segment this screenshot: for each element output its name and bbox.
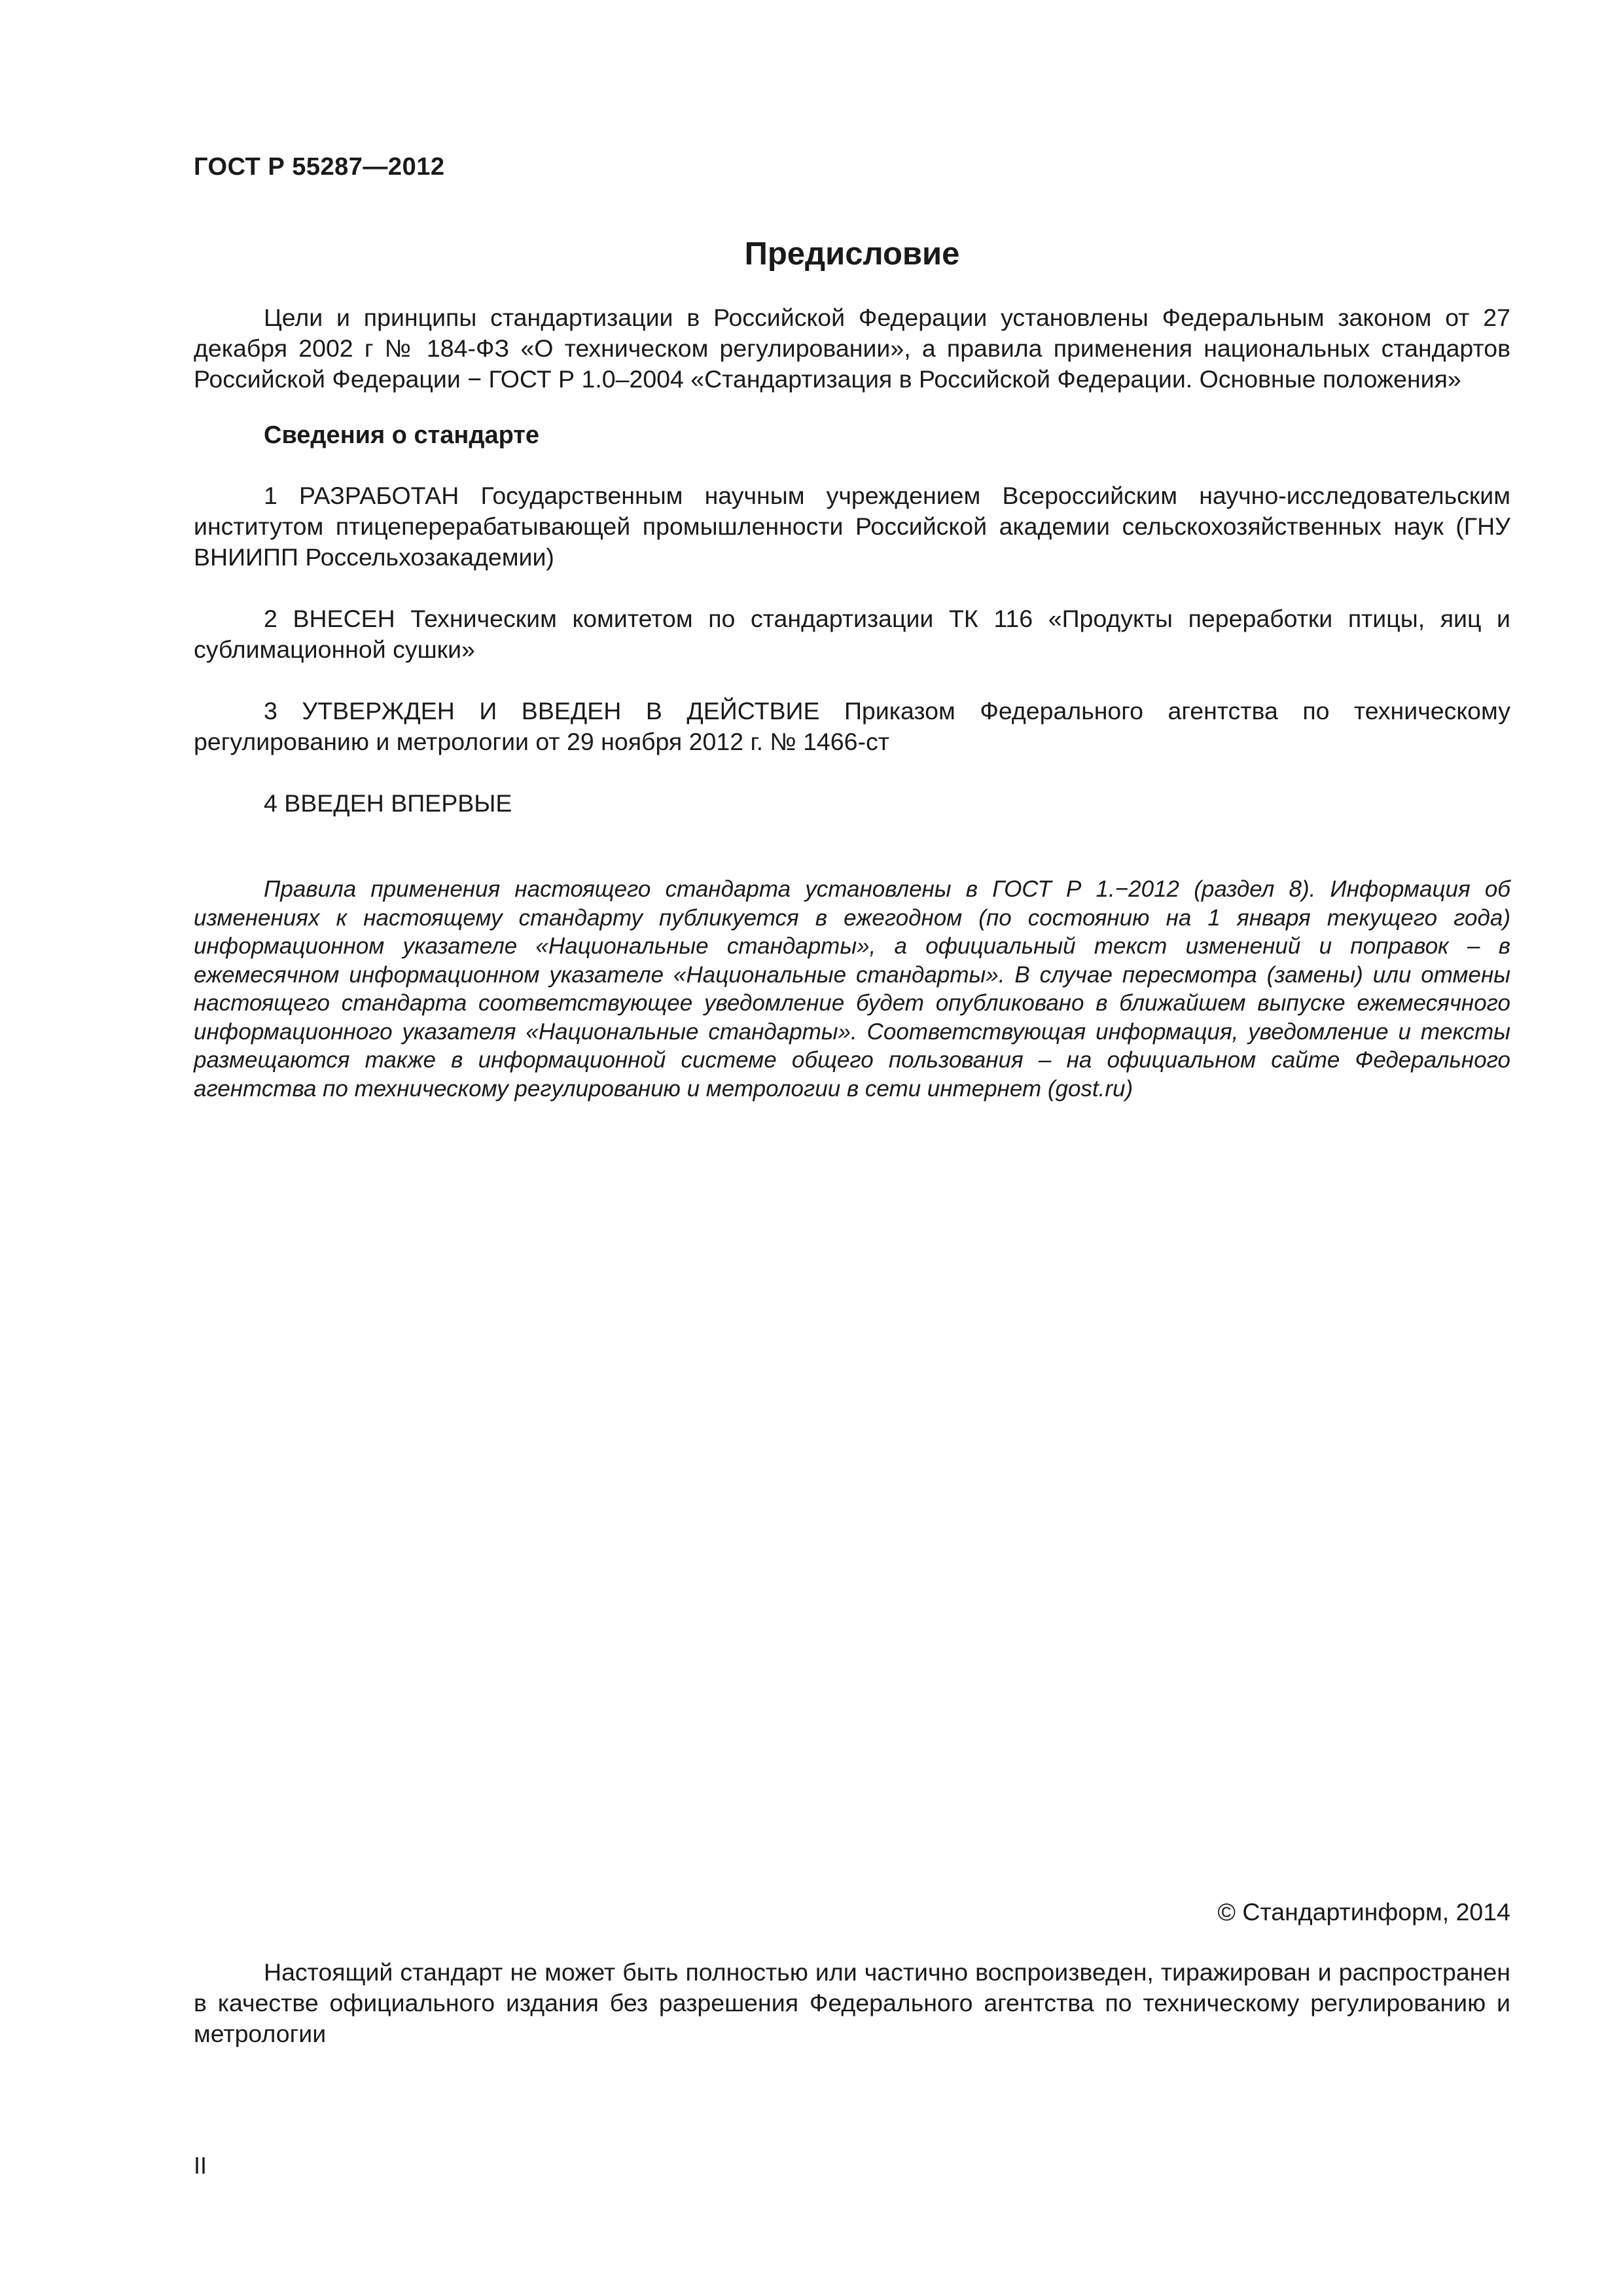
- reproduction-notice: Настоящий стандарт не может быть полностью или частично воспроизведен, тиражирован и распространен в качестве официального издания без разрешения Федерального агентства по техническому регулированию и метрологии: [194, 1958, 1510, 2047]
- info-item-1: 1 РАЗРАБОТАН Государственным научным учреждением Всероссийским научно-исследовательским институтом птицеперерабатывающей промышленности Российской академии сельскохозяйственных наук (ГНУ ВНИИПП Россельхозакадемии): [194, 482, 1510, 571]
- page-title: Предисловие: [744, 236, 960, 272]
- section-heading: Сведения о стандарте: [264, 422, 540, 449]
- reproduction-notice-block: [194, 1957, 1510, 2049]
- info-item-4: 4 ВВЕДЕН ВПЕРВЫЕ: [264, 789, 512, 817]
- page-number: II: [194, 2152, 207, 2179]
- foreword-content: [194, 302, 1510, 1103]
- application-note: Правила применения настоящего стандарта установлены в ГОСТ Р 1.−2012 (раздел 8). Информация об изменениях к настоящему стандарту публикуется в ежегодном (по состоянию на 1 января текущего года) информационном указателе «Национальные стандарты», а официальный текст изменений и поправок – в ежемесячном информационном указателе «Национальные стандарты». В случае пересмотра (замены) или отмены настоящего стандарта соответствующее уведомление будет опубликовано в ближайшем выпуске ежемесячного информационного указателя «Национальные стандарты». Соответствующая информация, уведомление и тексты размещаются также в информационной системе общего пользования – на официальном сайте Федерального агентства по техническому регулированию и метрологии в сети интернет (gost.ru): [194, 876, 1510, 1102]
- document-code: ГОСТ Р 55287—2012: [194, 153, 445, 181]
- info-item-3: 3 УТВЕРЖДЕН И ВВЕДЕН В ДЕЙСТВИЕ Приказом Федерального агентства по техническому регулированию и метрологии от 29 ноября 2012 г. № 1466-ст: [194, 697, 1510, 755]
- info-item-2: 2 ВНЕСЕН Техническим комитетом по стандартизации ТК 116 «Продукты переработки птицы, яиц и сублимационной сушки»: [194, 605, 1510, 663]
- copyright-line: © Стандартинформ, 2014: [1217, 1898, 1510, 1926]
- intro-paragraph: Цели и принципы стандартизации в Российской Федерации установлены Федеральным законом от 27 декабря 2002 г № 184-ФЗ «О техническом регулировании», а правила применения национальных стандартов Российской Федерации − ГОСТ Р 1.0–2004 «Стандартизация в Российской Федерации. Основные положения»: [194, 304, 1510, 393]
